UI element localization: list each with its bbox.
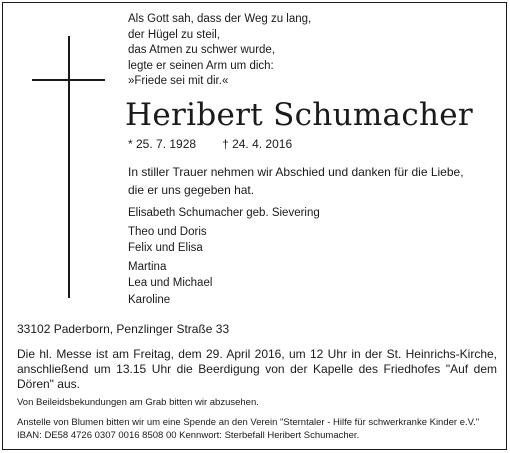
poem <box>128 12 311 90</box>
condolence-note: Von Beileidsbekundungen am Grab bitten wir abzusehen. <box>17 397 259 408</box>
mourners-list <box>128 205 320 310</box>
mourner-name: Theo und Doris <box>128 225 207 238</box>
mourner-group <box>128 205 320 222</box>
mourning-text <box>128 163 464 199</box>
mourner-name: Elisabeth Schumacher geb. Sievering <box>128 207 320 219</box>
death-date: † 24. 4. 2016 <box>222 137 293 151</box>
family-address: 33102 Paderborn, Penzlinger Straße 33 <box>17 322 230 336</box>
cross-icon-vertical <box>68 36 70 298</box>
mourner-name: Felix und Elisa <box>128 242 203 254</box>
mourner-name: Karoline <box>128 293 171 306</box>
obituary-notice <box>2 2 507 450</box>
mourner-group <box>128 224 320 257</box>
poem-line: »Friede sei mit dir.« <box>128 75 229 87</box>
mourner-group <box>128 259 320 309</box>
poem-line: Als Gott sah, dass der Weg zu lang, <box>128 13 312 25</box>
poem-line: der Hügel zu steil, <box>128 28 221 41</box>
mourner-name: Martina <box>128 260 167 273</box>
life-dates <box>128 136 292 152</box>
funeral-mass-info: Die hl. Messe ist am Freitag, dem 29. April 2016, um 12 Uhr in der St. Heinrichs-Kirche, anschließend um 13.15 Uhr die Beerdigung von der Kapelle des Friedhofes "Auf dem Dören" aus. <box>17 347 497 391</box>
birth-date: * 25. 7. 1928 <box>128 137 197 151</box>
mourner-name: Lea und Michael <box>128 277 213 289</box>
mourning-line: die er uns gegeben hat. <box>128 183 255 197</box>
cross-icon-horizontal <box>32 79 105 81</box>
deceased-name: Heribert Schumacher <box>125 97 474 133</box>
mourning-line: In stiller Trauer nehmen wir Abschied und danken für die Liebe, <box>128 165 464 179</box>
poem-line: das Atmen zu schwer wurde, <box>128 44 276 56</box>
donation-note: Anstelle von Blumen bitten wir um eine Spende an den Verein "Sterntaler - Hilfe für schwerkranke Kinder e.V." IBAN: DE58 4726 0307 0016 8508 00 Kennwort: Sterbefall Heribert Schumacher. <box>17 417 480 441</box>
poem-line: legte er seinen Arm um dich: <box>128 59 274 72</box>
